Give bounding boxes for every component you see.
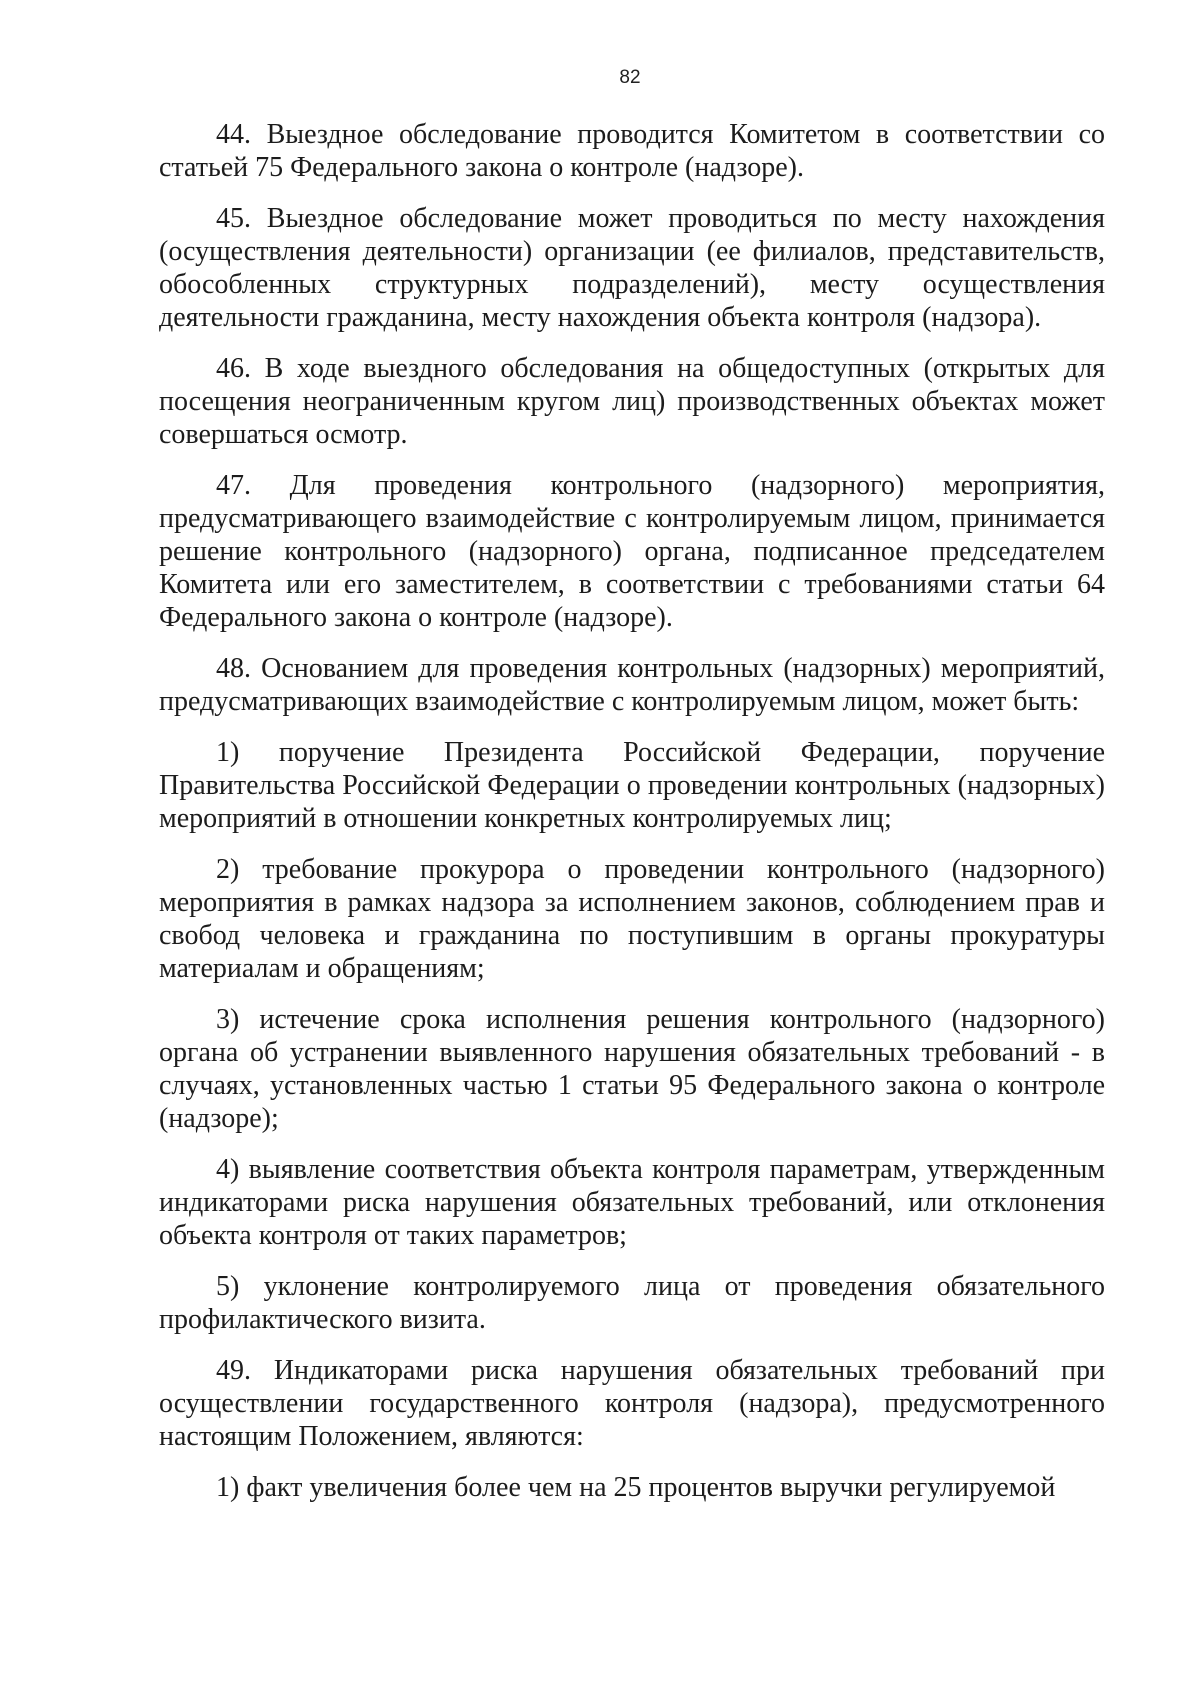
paragraph-45: 45. Выездное обследование может проводиться по месту нахождения (осуществления деятельности) организации (ее филиалов, представительств, обособленных структурных подразделений), месту осуществления деятельности гражданина, месту нахождения объекта контроля (надзора). <box>159 203 1105 333</box>
paragraph-48: 48. Основанием для проведения контрольных (надзорных) мероприятий, предусматривающих взаимодействие с контролируемым лицом, может быть: <box>159 653 1105 717</box>
list-item-48-3: 3) истечение срока исполнения решения контрольного (надзорного) органа об устранении выявленного нарушения обязательных требований - в случаях, установленных частью 1 статьи 95 Федерального закона о контроле (надзоре); <box>159 1004 1105 1134</box>
paragraph-46: 46. В ходе выездного обследования на общедоступных (открытых для посещения неограниченным кругом лиц) производственных объектах может совершаться осмотр. <box>159 353 1105 450</box>
paragraph-49: 49. Индикаторами риска нарушения обязательных требований при осуществлении государственного контроля (надзора), предусмотренного настоящим Положением, являются: <box>159 1355 1105 1452</box>
list-item-48-1: 1) поручение Президента Российской Федерации, поручение Правительства Российской Федерации о проведении контрольных (надзорных) мероприятий в отношении конкретных контролируемых лиц; <box>159 737 1105 834</box>
list-item-49-1: 1) факт увеличения более чем на 25 процентов выручки регулируемой <box>216 1472 1056 1503</box>
paragraph-47: 47. Для проведения контрольного (надзорного) мероприятия, предусматривающего взаимодействие с контролируемым лицом, принимается решение контрольного (надзорного) органа, подписанное председателем Комитета или его заместителем, в соответствии с требованиями статьи 64 Федерального закона о контроле (надзоре). <box>159 470 1105 633</box>
page-number: 82 <box>619 67 641 88</box>
paragraph-44: 44. Выездное обследование проводится Комитетом в соответствии со статьей 75 Федерального закона о контроле (надзоре). <box>159 119 1105 183</box>
document-body <box>159 118 1105 1504</box>
list-item-48-2: 2) требование прокурора о проведении контрольного (надзорного) мероприятия в рамках надзора за исполнением законов, соблюдением прав и свобод человека и гражданина по поступившим в органы прокуратуры материалам и обращениям; <box>159 854 1105 984</box>
list-item-48-5: 5) уклонение контролируемого лица от проведения обязательного профилактического визита. <box>159 1271 1105 1335</box>
list-item-48-4: 4) выявление соответствия объекта контроля параметрам, утвержденным индикаторами риска нарушения обязательных требований, или отклонения объекта контроля от таких параметров; <box>159 1154 1105 1251</box>
